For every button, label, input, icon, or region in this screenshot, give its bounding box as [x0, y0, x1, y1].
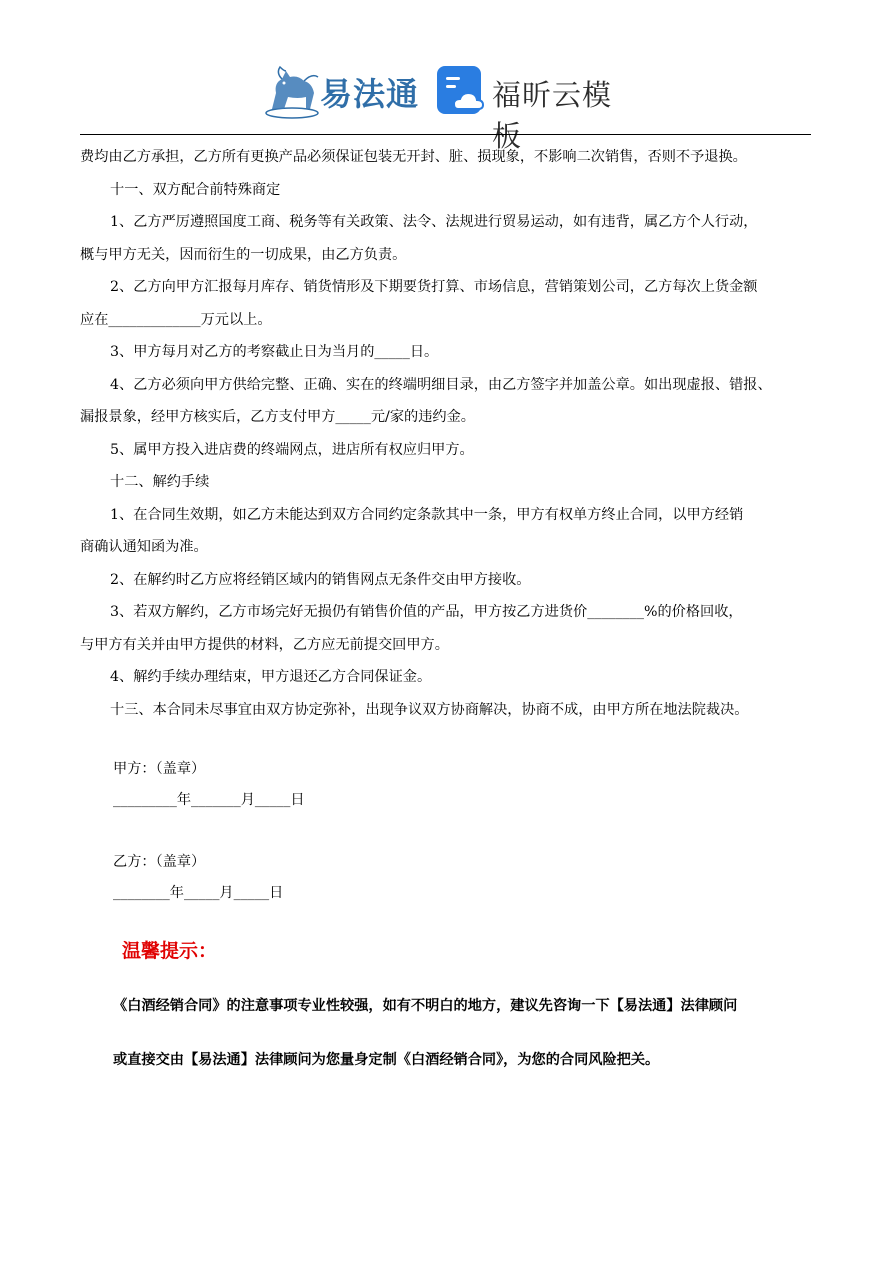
body-line: 3、若双方解约，乙方市场完好无损仍有销售价值的产品，甲方按乙方进货价________%的价格回收，: [110, 604, 743, 620]
party-a-date: _________年_______月_____日: [113, 792, 305, 808]
document-cloud-icon: [436, 65, 486, 117]
body-line: 2、在解约时乙方应将经销区域内的销售网点无条件交由甲方接收。: [110, 571, 531, 588]
body-line: 4、乙方必须向甲方供给完整、正确、实在的终端明细目录，由乙方签字并加盖公章。如出现虚报、错报、: [110, 376, 772, 393]
body-line: 1、在合同生效期，如乙方未能达到双方合同约定条款其中一条，甲方有权单方终止合同，以甲方经销: [110, 506, 744, 523]
tip-title: 温馨提示：: [122, 940, 218, 962]
body-line: 概与甲方无关，因而衍生的一切成果，由乙方负责。: [80, 246, 407, 263]
body-line: 3、甲方每月对乙方的考察截止日为当月的_____日。: [110, 344, 439, 360]
header-divider: [80, 134, 811, 135]
tip-line: 或直接交由【易法通】法律顾问为您量身定制《白酒经销合同》，为您的合同风险把关。: [113, 1052, 660, 1068]
body-line: 5、属甲方投入进店费的终端网点，进店所有权应归甲方。: [110, 441, 474, 458]
foxit-cloud-template-logo: [436, 65, 636, 153]
yifatong-wordmark: 易法通: [320, 75, 420, 113]
body-line: 费均由乙方承担，乙方所有更换产品必须保证包装无开封、脏、损现象，不影响二次销售，否则不予退换。: [80, 149, 747, 165]
body-line: 与甲方有关并由甲方提供的材料，乙方应无前提交回甲方。: [80, 636, 449, 653]
section-heading: 十一、双方配合前特殊商定: [110, 181, 281, 198]
body-line: 1、乙方严厉遵照国度工商、税务等有关政策、法令、法规进行贸易运动，如有违背，属乙方个人行动，: [110, 214, 758, 230]
party-b-label: 乙方：（盖章）: [113, 854, 206, 870]
party-b-date: ________年_____月_____日: [113, 885, 284, 901]
section-heading: 十三、本合同未尽事宜由双方协定弥补，出现争议双方协商解决，协商不成，由甲方所在地法院裁决。: [110, 701, 749, 718]
page-header: [0, 55, 893, 153]
body-line: 4、解约手续办理结束，甲方退还乙方合同保证金。: [110, 669, 432, 685]
body-line: 漏报景象，经甲方核实后，乙方支付甲方_____元/家的违约金。: [80, 409, 475, 425]
qilin-emblem-icon: [262, 63, 322, 121]
foxit-wordmark: 福昕云模板: [492, 78, 613, 153]
section-heading: 十二、解约手续: [110, 474, 210, 490]
tip-line: 《白酒经销合同》的注意事项专业性较强，如有不明白的地方，建议先咨询一下【易法通】法律顾问: [113, 998, 738, 1014]
body-line: 2、乙方向甲方汇报每月库存、销货情形及下期要货打算、市场信息，营销策划公司，乙方每次上货金额: [110, 279, 758, 295]
contract-body: [80, 141, 815, 726]
body-line: 应在_____________万元以上。: [80, 311, 272, 328]
body-line: 商确认通知函为准。: [80, 539, 208, 555]
party-a-label: 甲方：（盖章）: [113, 761, 206, 777]
yifatong-logo: [262, 63, 422, 119]
